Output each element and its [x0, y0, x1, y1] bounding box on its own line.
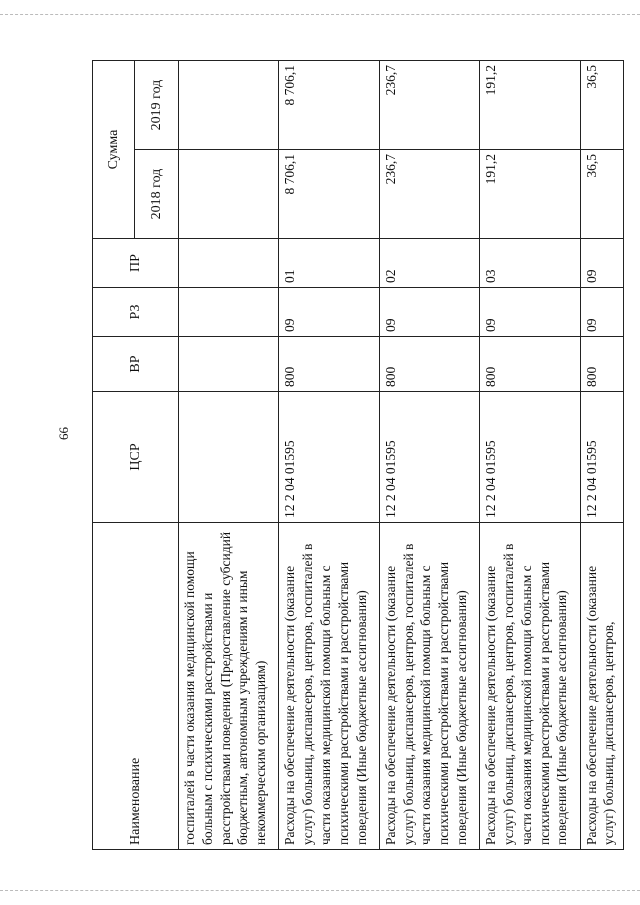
header-csr: ЦСР — [93, 392, 179, 523]
rotated-table-container — [92, 60, 624, 850]
cell-pr: 09 — [580, 239, 623, 288]
table-row — [580, 61, 623, 850]
cell-vr: 800 — [580, 337, 623, 392]
cell-sum-2018: 8 706,1 — [279, 150, 379, 239]
page-number: 66 — [56, 427, 71, 440]
cell-pr — [179, 239, 279, 288]
cell-rz: 09 — [379, 288, 479, 337]
header-name: Наименование — [93, 523, 179, 850]
cell-vr: 800 — [379, 337, 479, 392]
cell-vr: 800 — [279, 337, 379, 392]
bottom-dashed-line — [0, 890, 640, 891]
cell-csr: 12 2 04 01595 — [279, 392, 379, 523]
header-rz: РЗ — [93, 288, 179, 337]
cell-sum-2019 — [179, 61, 279, 150]
cell-name: Расходы на обеспечение деятельности (оказание услуг) больниц, диспансеров, центров, — [580, 523, 623, 850]
cell-csr — [179, 392, 279, 523]
table-row — [480, 61, 580, 850]
header-vr: ВР — [93, 337, 179, 392]
cell-sum-2019: 191,2 — [480, 61, 580, 150]
cell-sum-2019: 8 706,1 — [279, 61, 379, 150]
budget-table — [92, 60, 624, 850]
header-year-2018: 2018 год — [135, 150, 179, 239]
header-row — [93, 61, 135, 850]
table-row — [379, 61, 479, 850]
cell-name: госпиталей в части оказания медицинской помощи больным с психическими расстройствами и расстройствами поведения (Предоставление субсидий бюджетным, автономным учреждениям и иным некоммерческим организациям) — [179, 523, 279, 850]
cell-csr: 12 2 04 01595 — [480, 392, 580, 523]
cell-rz — [179, 288, 279, 337]
cell-name: Расходы на обеспечение деятельности (оказание услуг) больниц, диспансеров, центров, госпиталей в части оказания медицинской помощи больным с психическими расстройствами и расстройствами поведения (Иные бюджетные ассигнования) — [279, 523, 379, 850]
cell-sum-2018: 36,5 — [580, 150, 623, 239]
cell-csr: 12 2 04 01595 — [379, 392, 479, 523]
cell-rz: 09 — [279, 288, 379, 337]
cell-pr: 01 — [279, 239, 379, 288]
cell-pr: 03 — [480, 239, 580, 288]
table-row — [179, 61, 279, 850]
cell-vr: 800 — [480, 337, 580, 392]
cell-name: Расходы на обеспечение деятельности (оказание услуг) больниц, диспансеров, центров, госпиталей в части оказания медицинской помощи больным с психическими расстройствами и расстройствами поведения (Иные бюджетные ассигнования) — [480, 523, 580, 850]
cell-sum-2018 — [179, 150, 279, 239]
header-pr: ПР — [93, 239, 179, 288]
cell-sum-2019: 236,7 — [379, 61, 479, 150]
cell-pr: 02 — [379, 239, 479, 288]
cell-sum-2019: 36,5 — [580, 61, 623, 150]
cell-vr — [179, 337, 279, 392]
table-row — [279, 61, 379, 850]
cell-rz: 09 — [480, 288, 580, 337]
cell-csr: 12 2 04 01595 — [580, 392, 623, 523]
cell-name: Расходы на обеспечение деятельности (оказание услуг) больниц, диспансеров, центров, госпиталей в части оказания медицинской помощи больным с психическими расстройствами и расстройствами поведения (Иные бюджетные ассигнования) — [379, 523, 479, 850]
cell-rz: 09 — [580, 288, 623, 337]
header-sum: Сумма — [93, 61, 135, 239]
top-dashed-line — [0, 14, 640, 15]
header-year-2019: 2019 год — [135, 61, 179, 150]
cell-sum-2018: 191,2 — [480, 150, 580, 239]
cell-sum-2018: 236,7 — [379, 150, 479, 239]
